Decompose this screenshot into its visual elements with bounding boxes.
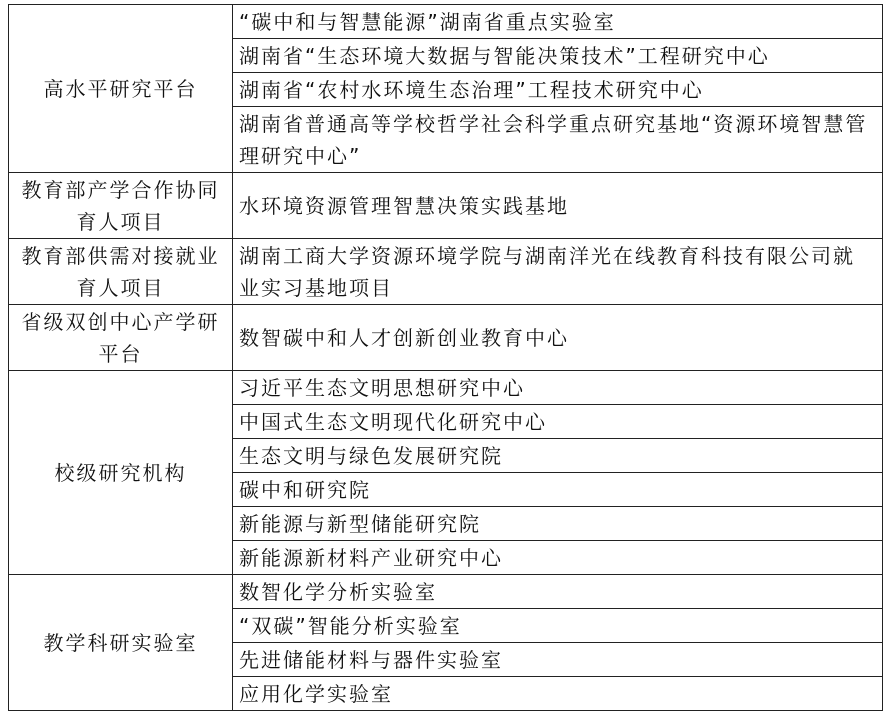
item-cell: 生态文明与绿色发展研究院	[233, 439, 883, 473]
table-row	[9, 239, 883, 305]
category-cell: 教学科研实验室	[9, 575, 233, 711]
item-cell: “碳中和与智慧能源”湖南省重点实验室	[233, 5, 883, 39]
category-cell: 教育部产学合作协同育人项目	[9, 173, 233, 239]
category-cell: 高水平研究平台	[9, 5, 233, 173]
table-row	[9, 5, 883, 39]
item-cell: 湖南省普通高等学校哲学社会科学重点研究基地“资源环境智慧管理研究中心”	[233, 107, 883, 173]
category-cell: 省级双创中心产学研平台	[9, 305, 233, 371]
item-cell: 水环境资源管理智慧决策实践基地	[233, 173, 883, 239]
table-row	[9, 371, 883, 405]
item-cell: 先进储能材料与器件实验室	[233, 643, 883, 677]
table-row	[9, 305, 883, 371]
table-row	[9, 575, 883, 609]
item-cell: 数智化学分析实验室	[233, 575, 883, 609]
table-row	[9, 173, 883, 239]
item-cell: 中国式生态文明现代化研究中心	[233, 405, 883, 439]
category-cell: 教育部供需对接就业育人项目	[9, 239, 233, 305]
item-cell: 习近平生态文明思想研究中心	[233, 371, 883, 405]
item-cell: 湖南省“农村水环境生态治理”工程技术研究中心	[233, 73, 883, 107]
item-cell: 湖南工商大学资源环境学院与湖南洋光在线教育科技有限公司就业实习基地项目	[233, 239, 883, 305]
item-cell: 应用化学实验室	[233, 677, 883, 711]
item-cell: 新能源新材料产业研究中心	[233, 541, 883, 575]
item-cell: 数智碳中和人才创新创业教育中心	[233, 305, 883, 371]
item-cell: 湖南省“生态环境大数据与智能决策技术”工程研究中心	[233, 39, 883, 73]
category-cell: 校级研究机构	[9, 371, 233, 575]
item-cell: 碳中和研究院	[233, 473, 883, 507]
item-cell: 新能源与新型储能研究院	[233, 507, 883, 541]
item-cell: “双碳”智能分析实验室	[233, 609, 883, 643]
platform-table	[8, 4, 883, 711]
platform-table-body	[9, 5, 883, 711]
